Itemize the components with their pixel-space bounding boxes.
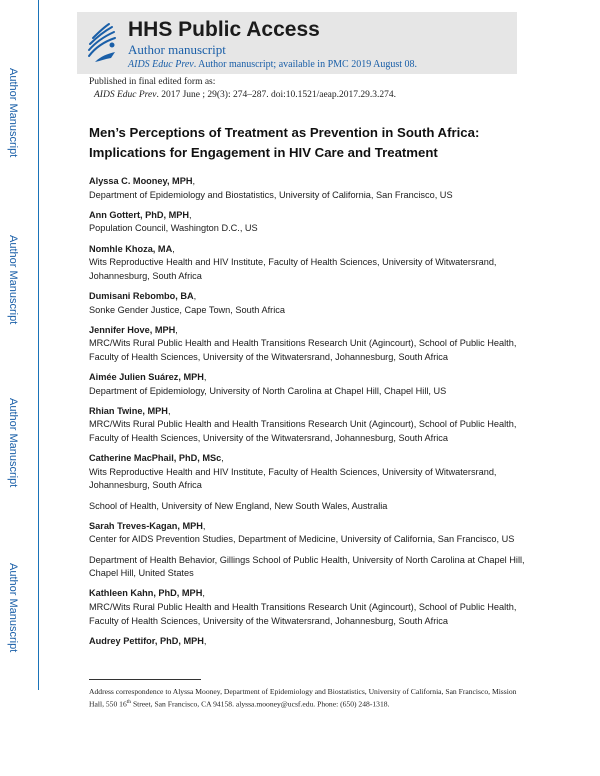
pubinfo-citation bbox=[89, 89, 396, 102]
author-entry bbox=[89, 243, 529, 284]
hhs-public-access-banner bbox=[77, 12, 517, 74]
author-affiliation: MRC/Wits Rural Public Health and Health Transitions Research Unit (Agincourt), School of Public Health, Faculty of Health Sciences, University of the Witwatersrand, Johannesburg, South Africa bbox=[89, 338, 517, 362]
banner-journal: AIDS Educ Prev bbox=[128, 59, 194, 70]
author-group bbox=[89, 175, 529, 493]
author-entry bbox=[89, 290, 529, 317]
author-entry bbox=[89, 587, 529, 628]
author-name-comma: , bbox=[202, 520, 206, 531]
footnote-text-1: Address correspondence to Alyssa Mooney, Department of Epidemiology and Biostatistics, University of California, San Francisco, Mission Hall, 550 16 bbox=[89, 687, 517, 709]
author-name-comma: , bbox=[203, 372, 207, 383]
author-name: Ann Gottert, PhD, MPH bbox=[89, 209, 190, 220]
author-name-comma: , bbox=[172, 243, 175, 254]
author-name: Nomhle Khoza, MA bbox=[89, 243, 173, 254]
author-entry bbox=[89, 520, 529, 547]
author-affiliation: MRC/Wits Rural Public Health and Health Transitions Research Unit (Agincourt), School of Public Health, Faculty of Health Sciences, University of the Witwatersrand, Johannesburg, South Africa bbox=[89, 419, 517, 444]
author-group bbox=[89, 587, 529, 648]
author-entry bbox=[89, 635, 529, 649]
footnote-text-2: Street, San Francisco, CA 94158. alyssa.mooney@ucsf.edu. Phone: (650) 248-1318. bbox=[131, 699, 390, 709]
author-name-comma: , bbox=[221, 453, 224, 464]
author-affiliation-extra: School of Health, University of New England, New South Wales, Australia bbox=[89, 500, 388, 511]
author-name: Audrey Pettifor, PhD, MPH bbox=[89, 635, 204, 646]
author-affiliation: Wits Reproductive Health and HIV Institute, Faculty of Health Sciences, University of Witwatersrand, Johannesburg, South Africa bbox=[89, 257, 497, 281]
author-name-comma: , bbox=[175, 324, 178, 335]
hhs-eagle-logo-icon bbox=[81, 18, 121, 68]
author-name-comma: , bbox=[202, 588, 205, 599]
sidebar-label-author-manuscript: Author Manuscript bbox=[7, 398, 19, 488]
author-affiliation-extra: Department of Health Behavior, Gillings School of Public Health, University of North Carolina at Chapel Hill, Chapel Hill, United States bbox=[89, 554, 525, 579]
author-name: Dumisani Rebombo, BA bbox=[89, 290, 194, 301]
author-name: Rhian Twine, MPH bbox=[89, 405, 168, 416]
footnote-sup: th bbox=[126, 699, 132, 705]
author-name: Kathleen Kahn, PhD, MPH bbox=[89, 588, 203, 599]
author-name-comma: , bbox=[189, 209, 192, 220]
author-name: Alyssa C. Mooney, MPH bbox=[89, 176, 193, 186]
pubinfo-journal: AIDS Educ Prev bbox=[94, 90, 157, 100]
banner-title: HHS Public Access bbox=[128, 18, 320, 41]
sidebar-label-author-manuscript: Author Manuscript bbox=[7, 235, 19, 325]
author-entry bbox=[89, 209, 529, 236]
author-list bbox=[89, 175, 529, 655]
banner-subtitle: Author manuscript bbox=[128, 42, 226, 57]
banner-availability-text: . Author manuscript; available in PMC 2019 August 08. bbox=[193, 59, 418, 70]
author-name: Jennifer Hove, MPH bbox=[89, 324, 176, 335]
pubinfo-label: Published in final edited form as: bbox=[89, 77, 216, 87]
sidebar-label-author-manuscript: Author Manuscript bbox=[7, 563, 19, 653]
author-entry bbox=[89, 175, 529, 202]
author-affiliation: Center for AIDS Prevention Studies, Department of Medicine, University of California, San Francisco, US bbox=[89, 534, 515, 545]
author-affiliation: Wits Reproductive Health and HIV Institute, Faculty of Health Sciences, University of Witwatersrand, Johannesburg, South Africa bbox=[89, 466, 497, 491]
left-margin-sidebar bbox=[0, 0, 39, 690]
author-name: Sarah Treves-Kagan, MPH bbox=[89, 520, 203, 531]
author-name-comma: , bbox=[203, 635, 207, 646]
publication-info bbox=[89, 76, 396, 102]
author-entry bbox=[89, 452, 529, 493]
author-name-comma: , bbox=[193, 290, 197, 301]
footnote-rule bbox=[89, 679, 201, 680]
article-title: Men’s Perceptions of Treatment as Prevention in South Africa: Implications for Engagement in HIV Care and Treatment bbox=[89, 125, 480, 160]
author-affiliation: Population Council, Washington D.C., US bbox=[89, 223, 258, 234]
author-name: Aimée Julien Suárez, MPH bbox=[89, 372, 204, 383]
author-name: Catherine MacPhail, PhD, MSc bbox=[89, 453, 222, 464]
correspondence-footnote bbox=[89, 686, 519, 710]
pubinfo-citation-text: . 2017 June ; 29(3): 274–287. doi:10.1521/aeap.2017.29.3.274. bbox=[156, 90, 397, 100]
sidebar-label-author-manuscript: Author Manuscript bbox=[7, 68, 19, 158]
author-entry bbox=[89, 371, 529, 398]
author-entry bbox=[89, 405, 529, 446]
author-group bbox=[89, 520, 529, 547]
author-affiliation: Sonke Gender Justice, Cape Town, South Africa bbox=[89, 304, 285, 315]
author-affiliation: Department of Epidemiology, University of North Carolina at Chapel Hill, Chapel Hill, US bbox=[89, 385, 447, 396]
author-name-comma: , bbox=[192, 176, 196, 186]
author-name-comma: , bbox=[167, 405, 171, 416]
author-affiliation: MRC/Wits Rural Public Health and Health Transitions Research Unit (Agincourt), School of Public Health, Faculty of Health Sciences, University of the Witwatersrand, Johannesburg, South Africa bbox=[89, 601, 517, 626]
author-affiliation: Department of Epidemiology and Biostatistics, University of California, San Francisco, US bbox=[89, 189, 453, 200]
banner-availability bbox=[128, 59, 417, 70]
author-entry bbox=[89, 324, 529, 365]
